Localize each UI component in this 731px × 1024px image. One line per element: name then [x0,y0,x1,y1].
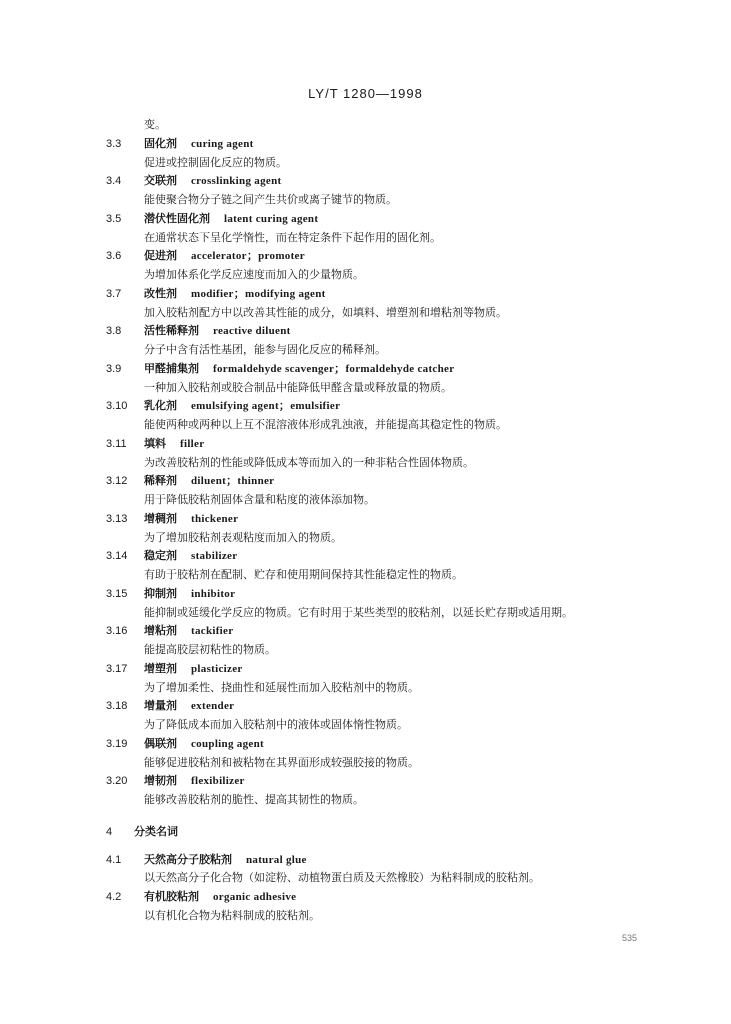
term-chinese: 交联剂 [144,174,177,188]
term-definition: 能抑制或延缓化学反应的物质。它有时用于某些类型的胶粘剂，以延长贮存期或适用期。 [144,605,573,619]
term-entry [106,697,666,716]
term-entry [106,510,666,529]
term-chinese: 天然高分子胶粘剂 [144,852,232,866]
term-english: accelerator；promoter [191,250,305,263]
term-english: formaldehyde scavenger；formaldehyde catcher [213,362,455,375]
term-number: 3.15 [106,587,128,600]
term-definition: 能使两种或两种以上互不混溶液体形成乳浊液，并能提高其稳定性的物质。 [144,418,507,431]
term-number: 3.17 [106,662,128,675]
intro-line: 变。 [144,118,166,131]
term-entry [106,247,666,266]
term-number: 3.12 [106,475,128,488]
term-chinese: 改性剂 [144,286,177,300]
section-number: 4 [106,825,113,838]
term-entry [106,322,666,341]
term-definition: 以天然高分子化合物（如淀粉、动植物蛋白质及天然橡胶）为粘料制成的胶粘剂。 [144,871,540,885]
term-entry [106,622,666,641]
term-chinese: 有机胶粘剂 [144,890,199,903]
term-number: 3.5 [106,212,122,225]
term-english: flexibilizer [191,775,245,788]
term-chinese: 抑制剂 [144,586,177,600]
term-chinese: 乳化剂 [144,399,177,413]
term-number: 3.3 [106,137,122,150]
term-number: 3.9 [106,362,122,375]
term-definition: 在通常状态下呈化学惰性，而在特定条件下起作用的固化剂。 [144,230,441,244]
term-definition: 能够改善胶粘剂的脆性、提高其韧性的物质。 [144,793,364,806]
term-number: 3.6 [106,250,122,263]
term-number: 4.2 [106,891,122,903]
term-number: 3.16 [106,625,128,638]
term-chinese: 固化剂 [144,136,177,150]
term-definition: 能使聚合物分子链之间产生共价或离子键节的物质。 [144,193,397,206]
term-definition: 有助于胶粘剂在配制、贮存和使用期间保持其性能稳定性的物质。 [144,568,463,581]
term-chinese: 增塑剂 [144,661,177,675]
term-entry [106,888,666,907]
term-entry [106,735,666,754]
term-english: latent curing agent [224,212,319,225]
term-number: 3.13 [106,512,128,525]
term-chinese: 增稠剂 [144,511,177,525]
term-entry [106,547,666,566]
term-definition: 能够促进胶粘剂和被粘物在其界面形成较强胶接的物质。 [144,755,419,769]
term-chinese: 活性稀释剂 [144,324,199,338]
term-english: modifier；modifying agent [191,287,326,300]
term-english: stabilizer [191,550,238,563]
section-title: 分类名词 [134,824,178,838]
term-definition: 以有机化合物为粘料制成的胶粘剂。 [144,908,320,922]
term-number: 3.14 [106,550,128,563]
term-english: diluent；thinner [191,475,275,488]
term-number: 3.20 [106,775,128,788]
term-number: 3.19 [106,737,128,750]
page-body [106,116,666,926]
term-chinese: 填料 [144,436,166,450]
term-definition: 加入胶粘剂配方中以改善其性能的成分，如填料、增塑剂和增粘剂等物质。 [144,305,507,319]
term-definition: 能提高胶层初粘性的物质。 [144,643,276,656]
term-entry [106,397,666,416]
term-chinese: 增粘剂 [144,624,177,638]
term-english: plasticizer [191,662,243,675]
term-english: emulsifying agent；emulsifier [191,400,341,413]
term-english: natural glue [246,853,307,866]
term-chinese: 促进剂 [144,249,177,263]
term-entry [106,285,666,304]
term-definition: 促进或控制固化反应的物质。 [144,155,287,169]
term-entry [106,585,666,604]
page-number: 535 [622,933,638,943]
term-definition: 为增加体系化学反应速度而加入的少量物质。 [144,268,364,281]
term-definition: 为改善胶粘剂的性能或降低成本等而加入的一种非粘合性固体物质。 [144,455,474,469]
term-entry [106,472,666,491]
term-entry [106,660,666,679]
term-english: tackifier [191,625,234,638]
term-number: 3.8 [106,325,122,338]
term-english: coupling agent [191,737,264,750]
term-chinese: 增韧剂 [144,774,177,788]
terms-section-3 [106,135,666,810]
term-english: thickener [191,512,239,525]
term-number: 4.1 [106,853,122,866]
term-definition: 为了增加胶粘剂表观粘度而加入的物质。 [144,530,342,544]
term-english: filler [180,437,205,450]
term-definition: 分子中含有活性基团，能参与固化反应的稀释剂。 [144,343,386,356]
term-definition: 一种加入胶粘剂或胶合制品中能降低甲醛含量或释放量的物质。 [144,380,452,394]
term-chinese: 偶联剂 [144,736,177,750]
term-english: curing agent [191,137,254,150]
page-header: LY/T 1280—1998 [308,86,423,101]
term-definition: 用于降低胶粘剂固体含量和粘度的液体添加物。 [144,493,375,506]
term-entry [106,360,666,379]
term-english: reactive diluent [213,325,291,338]
term-chinese: 稀释剂 [144,474,177,488]
term-chinese: 增量剂 [144,699,177,713]
term-entry [106,772,666,791]
term-number: 3.18 [106,700,128,713]
term-english: inhibitor [191,587,236,600]
term-number: 3.4 [106,175,122,188]
term-definition: 为了降低成本而加入胶粘剂中的液体或固体惰性物质。 [144,718,408,731]
term-english: extender [191,700,235,713]
term-chinese: 潜伏性固化剂 [144,211,210,225]
terms-section-4 [106,851,666,926]
term-entry [106,210,666,229]
term-english: organic adhesive [213,891,297,903]
term-entry [106,135,666,154]
term-entry [106,172,666,191]
section-heading [106,823,666,842]
term-definition: 为了增加柔性、挠曲性和延展性而加入胶粘剂中的物质。 [144,680,419,694]
term-number: 3.7 [106,287,122,300]
term-number: 3.10 [106,400,128,413]
term-chinese: 稳定剂 [144,549,177,563]
term-number: 3.11 [106,437,127,450]
term-english: crosslinking agent [191,175,282,188]
term-entry [106,851,666,870]
term-entry [106,435,666,454]
term-chinese: 甲醛捕集剂 [144,361,199,375]
